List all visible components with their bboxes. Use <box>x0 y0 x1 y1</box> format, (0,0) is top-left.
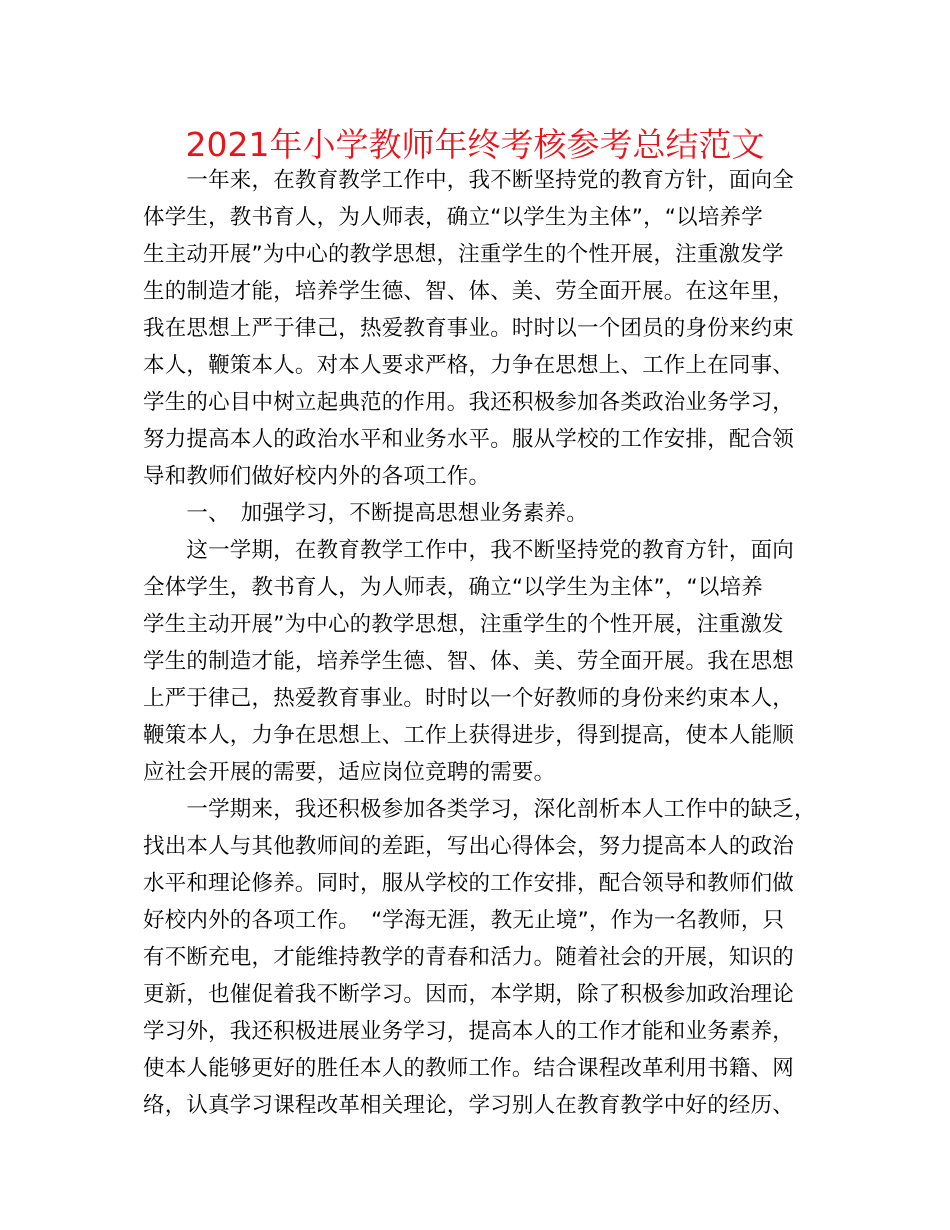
body-line: 好校内外的各项工作。 “学海无涯，教无止境”，作为一名教师，只 <box>143 908 785 933</box>
body-line: 体学生，教书育人，为人师表，确立“以学生为主体”，“以培养学 <box>143 205 763 230</box>
body-line: 学生的制造才能，培养学生德、智、体、美、劳全面开展。我在思想 <box>143 649 795 674</box>
body-line: 生主动开展”为中心的教学思想，注重学生的个性开展，注重激发学 <box>143 242 784 267</box>
body-line: 找出本人与其他教师间的差距，写出心得体会，努力提高本人的政治 <box>143 834 795 859</box>
body-line: 一、 加强学习，不断提高思想业务素养。 <box>143 501 588 526</box>
body-line: 这一学期，在教育教学工作中，我不断坚持党的教育方针，面向 <box>143 538 795 563</box>
body-line: 有不断充电，才能维持教学的青春和活力。随着社会的开展，知识的 <box>143 945 795 970</box>
body-line: 导和教师们做好校内外的各项工作。 <box>143 464 491 489</box>
body-line: 使本人能够更好的胜任本人的教师工作。结合课程改革利用书籍、网 <box>143 1056 795 1081</box>
body-line: 更新，也催促着我不断学习。因而，本学期，除了积极参加政治理论 <box>143 982 795 1007</box>
body-line: 生的制造才能，培养学生德、智、体、美、劳全面开展。在这年里， <box>143 279 795 304</box>
body-line: 一学期来，我还积极参加各类学习，深化剖析本人工作中的缺乏， <box>143 797 816 822</box>
body-line: 络，认真学习课程改革相关理论，学习别人在教育教学中好的经历、 <box>143 1093 795 1118</box>
document-title: 2021年小学教师年终考核参考总结范文 <box>185 125 765 164</box>
body-line: 水平和理论修养。同时，服从学校的工作安排，配合领导和教师们做 <box>143 871 795 896</box>
body-line: 努力提高本人的政治水平和业务水平。服从学校的工作安排，配合领 <box>143 427 795 452</box>
body-line: 应社会开展的需要，适应岗位竞聘的需要。 <box>143 760 556 785</box>
body-line: 学习外，我还积极进展业务学习，提高本人的工作才能和业务素养， <box>143 1019 795 1044</box>
body-line: 鞭策本人，力争在思想上、工作上获得进步，得到提高，使本人能顺 <box>143 723 795 748</box>
body-line: 我在思想上严于律己，热爱教育事业。时时以一个团员的身份来约束 <box>143 316 795 341</box>
body-line: 全体学生，教书育人，为人师表，确立“以学生为主体”，“以培养 <box>143 575 763 600</box>
body-line: 一年来，在教育教学工作中，我不断坚持党的教育方针，面向全 <box>143 168 795 193</box>
document-body <box>143 162 823 1124</box>
body-line: 学生主动开展”为中心的教学思想，注重学生的个性开展，注重激发 <box>143 612 784 637</box>
body-line: 本人，鞭策本人。对本人要求严格，力争在思想上、工作上在同事、 <box>143 353 795 378</box>
body-line: 上严于律己，热爱教育事业。时时以一个好教师的身份来约束本人， <box>143 686 795 711</box>
body-line: 学生的心目中树立起典范的作用。我还积极参加各类政治业务学习， <box>143 390 795 415</box>
